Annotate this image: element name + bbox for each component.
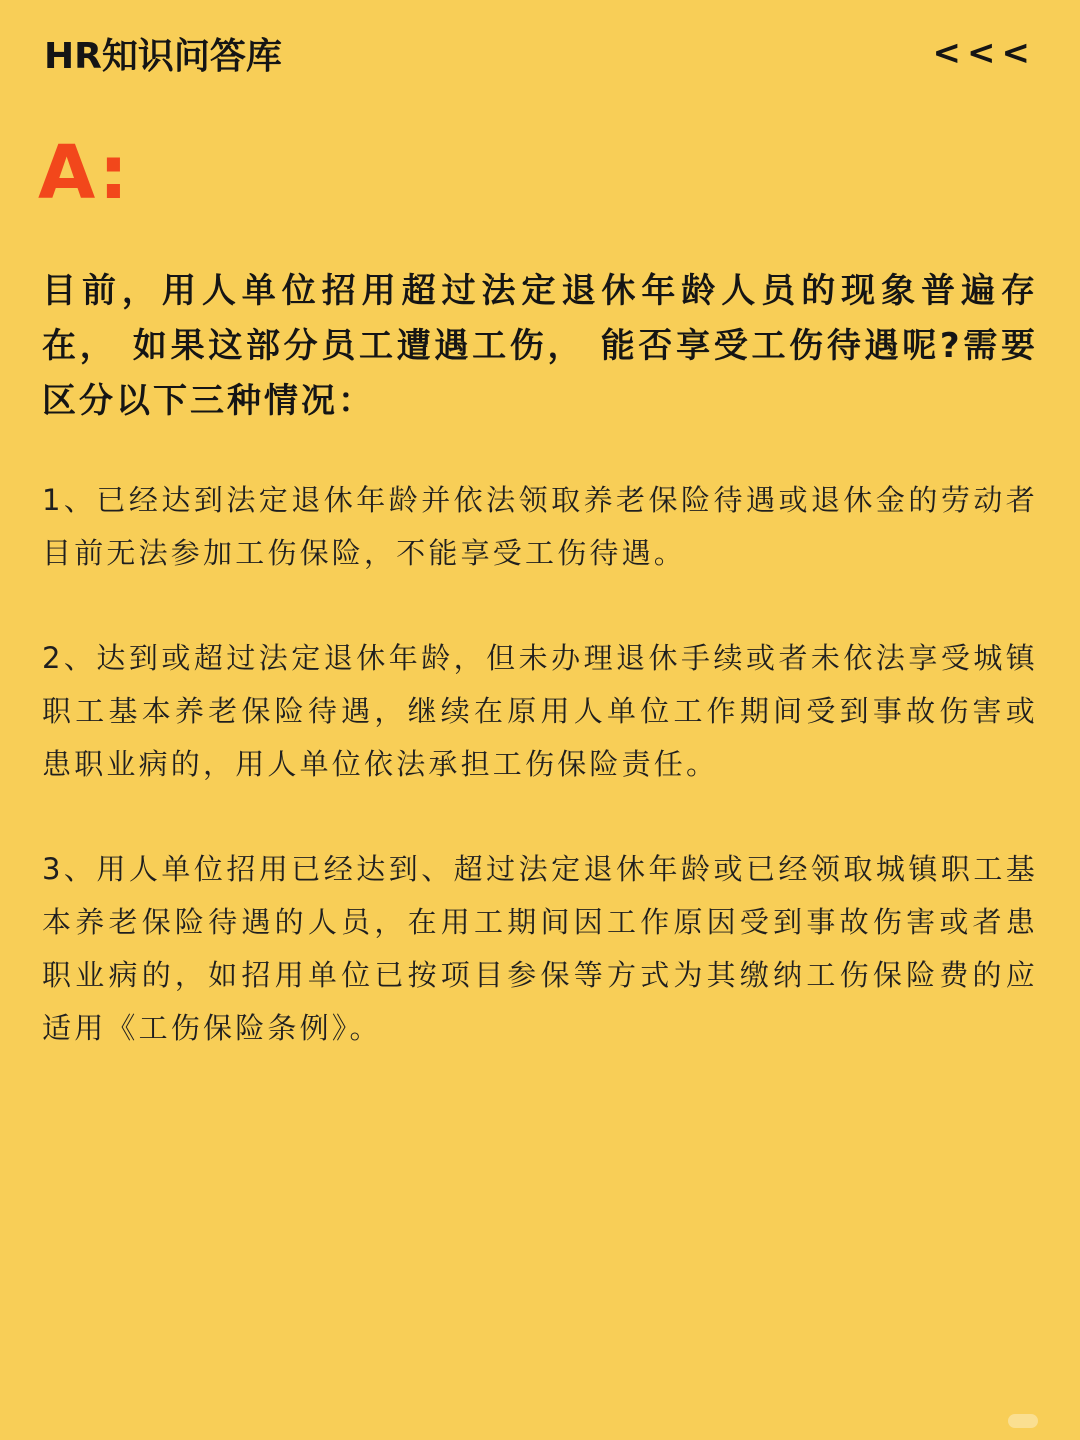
header bbox=[44, 34, 1036, 84]
brand-title: HR知识问答库 bbox=[44, 36, 282, 77]
watermark-badge bbox=[1008, 1414, 1038, 1428]
point-item-2: 2、达到或超过法定退休年龄，但未办理退休手续或者未依法享受城镇职工基本养老保险待遇，继续在原用人单位工作期间受到事故伤害或患职业病的，用人单位依法承担工伤保险责任。 bbox=[42, 641, 1038, 781]
intro-paragraph: 目前，用人单位招用超过法定退休年龄人员的现象普遍存在， 如果这部分员工遭遇工伤， 能否享受工伤待遇呢?需要区分以下三种情况： bbox=[42, 271, 1038, 421]
point-item-1: 1、已经达到法定退休年龄并依法领取养老保险待遇或退休金的劳动者目前无法参加工伤保险，不能享受工伤待遇。 bbox=[42, 483, 1038, 570]
point-item-3: 3、用人单位招用已经达到、超过法定退休年龄或已经领取城镇职工基本养老保险待遇的人员，在用工期间因工作原因受到事故伤害或者患职业病的，如招用单位已按项目参保等方式为其缴纳工伤保险费的应适用《工伤保险条例》。 bbox=[42, 852, 1038, 1045]
back-arrows-icon[interactable]: <<< bbox=[932, 33, 1036, 73]
answer-label: A: bbox=[38, 130, 131, 216]
